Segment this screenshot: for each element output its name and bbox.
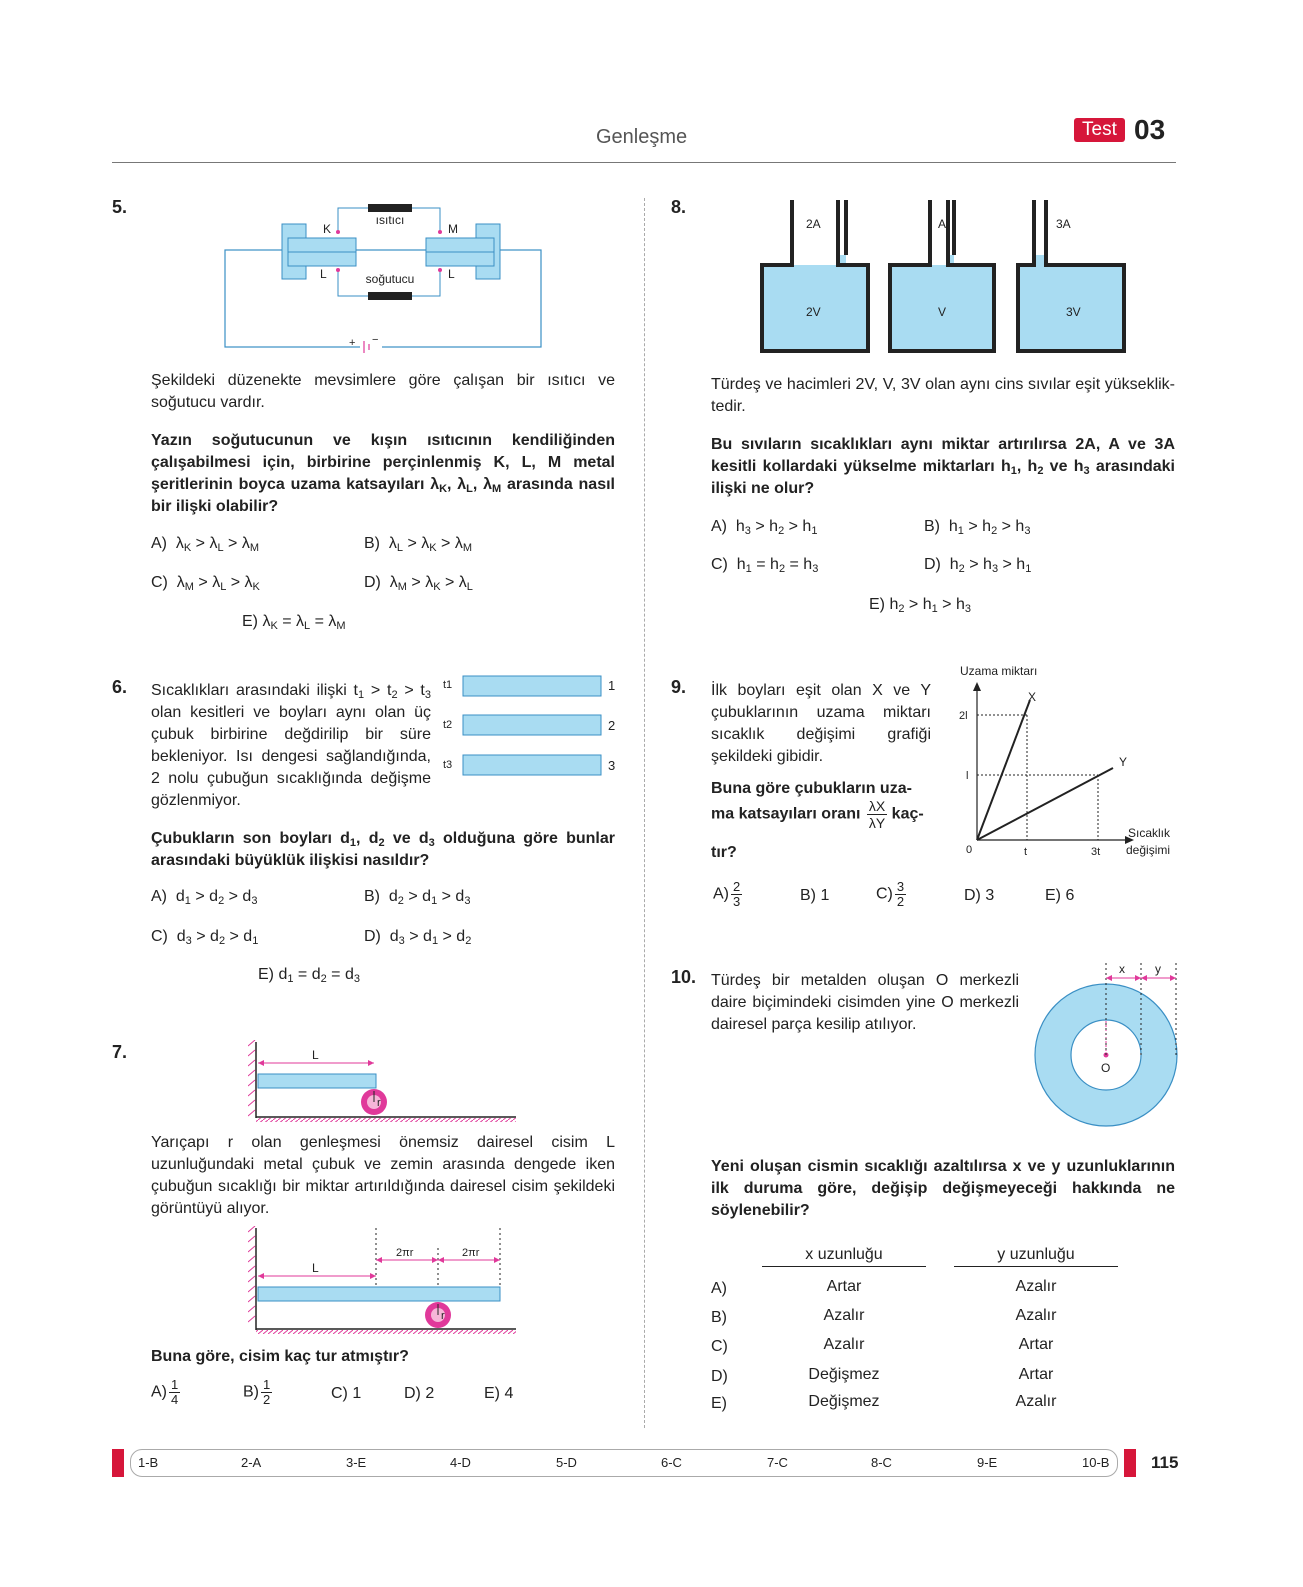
q9-ratio-fraction — [867, 798, 887, 831]
q9-option-c-label: C) — [876, 885, 893, 903]
q5-plus-label: + — [349, 337, 356, 349]
answer-9: 9-E — [977, 1455, 998, 1470]
q9-line-x — [977, 700, 1030, 840]
q10-option-e-label: E) — [711, 1395, 727, 1412]
q9-option-d[interactable]: D) 3 — [964, 887, 995, 904]
q9-origin-label: 0 — [966, 844, 973, 856]
question-number-9: 9. — [671, 677, 687, 697]
q10-option-e-x: Değişmez — [808, 1393, 880, 1410]
answer-7: 7-C — [767, 1455, 788, 1470]
q5-text: Şekildeki düzenekte mevsimlere göre çalışan bir ısıtıcı ve soğutucu vardır. — [151, 372, 615, 411]
q8-option-b[interactable]: B) $h_1 > h_2 > h_3$ — [924, 518, 1031, 537]
q7-option-b-fraction — [261, 1378, 272, 1407]
q5-option-c[interactable]: C) $\lambda_M > \lambda_L > \lambda_K$ — [151, 574, 260, 593]
q10-option-b-x: Azalır — [823, 1307, 865, 1324]
q9-option-c[interactable] — [876, 880, 906, 909]
q10-y-label: y — [1155, 962, 1161, 976]
q9-series-y-label: Y — [1119, 755, 1128, 769]
fraction-denominator: 2 — [263, 1392, 271, 1407]
q5-option-d[interactable]: D) $\lambda_M > \lambda_K > \lambda_L$ — [364, 574, 473, 593]
column-divider — [644, 198, 645, 1428]
q10-option-a-x: Artar — [826, 1278, 862, 1295]
q7-fig2-r-label: r — [441, 1310, 445, 1322]
q5-l2-label: L — [448, 267, 455, 281]
q10-option-c-label: C) — [711, 1338, 728, 1355]
q7-option-a[interactable] — [151, 1378, 180, 1407]
q7-option-a-label: A) — [151, 1383, 167, 1401]
fraction-numerator: 1 — [171, 1377, 179, 1392]
q5-option-e[interactable]: E) $\lambda_K = \lambda_L = \lambda_M$ — [242, 613, 346, 632]
q5-sogutucu-label: soğutucu — [365, 272, 415, 286]
q8-option-d[interactable]: D) $h_2 > h_3 > h_1$ — [924, 556, 1032, 575]
fraction-numerator: 1 — [263, 1377, 271, 1392]
q10-col-y-header: y uzunluğu — [954, 1246, 1118, 1267]
q6-r1-label: 1 — [608, 678, 616, 693]
question-number-7: 7. — [112, 1042, 128, 1062]
q7-figure-initial — [248, 1040, 520, 1124]
q5-m-label: M — [448, 222, 458, 236]
q7-fig2-2pir-label-2: 2πr — [462, 1247, 480, 1259]
q10-col-x-header: x uzunluğu — [762, 1246, 926, 1267]
q9-line-y — [977, 768, 1113, 840]
q8-3a-label: 3A — [1056, 217, 1071, 231]
q9-question-text: ma katsayıları oranı — [711, 805, 861, 823]
q10-x-label: x — [1119, 962, 1125, 976]
q8-v-label: V — [938, 305, 947, 319]
fraction-denominator: 4 — [171, 1392, 179, 1407]
q5-question: Yazın soğutucunun ve kışın ısıtıcının kendiliğinden çalışabilmesi için, birbirine perçinlenmiş K, L, M metal şeritlerinin boyca uzama katsayıları $\lambda_K$, $\lambda_L$, $\lambda_M$ arasında nasıl bir ilişki olabilir? — [151, 432, 615, 515]
fraction-numerator: λX — [868, 798, 886, 814]
q8-3v-label: 3V — [1066, 305, 1081, 319]
q10-option-a[interactable] — [711, 1278, 1131, 1302]
q6-option-a[interactable]: A) $d_1 > d_2 > d_3$ — [151, 888, 258, 907]
q5-l1-label: L — [320, 267, 327, 281]
q10-question: Yeni oluşan cismin sıcaklığı azaltılırsa x ve y uzunluklarının ilk duruma göre, değişip değişmeyeceği hakkında ne söylenebilir? — [711, 1158, 1175, 1219]
q7-option-b-label: B) — [243, 1383, 259, 1401]
q8-question: Bu sıvıların sıcaklıkları aynı miktar artırılırsa 2A, A ve 3A kesitli kollardaki yükselme miktarları $h_1$, $h_2$ ve $h_3$ arasındaki ilişki ne olur? — [711, 436, 1175, 497]
q10-option-c-y: Artar — [1018, 1336, 1054, 1353]
q6-rods-figure — [440, 672, 620, 782]
q6-text: Sıcaklıkları arasındaki ilişki $t_1 > t_2 > t_3$ olan kesitleri ve boyları aynı olan üç çubuk birbirine değdirilip bir süre bekleniyor. Isı dengesi sağlandığında, 2 nolu çubuğun sıcaklığında değişme gözlenmiyor. — [151, 682, 431, 809]
q9-series-x-label: X — [1028, 690, 1037, 704]
q5-minus-label: − — [372, 334, 379, 346]
q6-question: Çubukların son boyları $d_1$, $d_2$ ve $d_3$ olduğuna göre bunlar arasındaki büyüklük ilişkisi nasıldır? — [151, 830, 616, 869]
q10-option-e[interactable] — [711, 1393, 1131, 1417]
question-number-6: 6. — [112, 677, 128, 697]
q7-fig1-r-label: r — [377, 1097, 381, 1109]
answer-4: 4-D — [450, 1455, 471, 1470]
q5-k-label: K — [323, 222, 332, 236]
q5-option-b[interactable]: B) $\lambda_L > \lambda_K > \lambda_M$ — [364, 535, 472, 554]
q9-question-line1: Buna göre çubukların uza- — [711, 780, 912, 797]
q9-option-c-fraction — [895, 880, 906, 909]
q9-x-axis-label-1: Sıcaklık — [1128, 826, 1171, 840]
q7-question: Buna göre, cisim kaç tur atmıştır? — [151, 1348, 409, 1365]
q7-option-d[interactable]: D) 2 — [404, 1385, 435, 1402]
q6-t1-label: t1 — [443, 679, 453, 691]
q8-text: Türdeş ve hacimleri 2V, V, 3V olan aynı cins sıvılar eşit yüksekliktedir. — [711, 376, 1175, 415]
q10-option-d[interactable] — [711, 1366, 1131, 1390]
q10-option-a-y: Azalır — [1015, 1278, 1057, 1295]
question-number-10: 10. — [671, 967, 697, 987]
fraction-denominator: λY — [868, 815, 886, 831]
test-number: 03 — [1134, 114, 1166, 145]
q9-option-a[interactable] — [713, 880, 742, 909]
question-number-5: 5. — [112, 197, 128, 217]
q6-option-e[interactable]: E) $d_1 = d_2 = d_3$ — [258, 966, 360, 985]
fraction-denominator: 3 — [733, 894, 741, 909]
fraction-numerator: 3 — [896, 879, 905, 894]
answer-3: 3-E — [346, 1455, 367, 1470]
q9-text: İlk boyları eşit olan X ve Y çubuklarının uzama miktarı sıcaklık değişimi grafiği şekildeki gibidir. — [711, 682, 931, 765]
q8-2a-label: 2A — [806, 217, 821, 231]
q9-option-e[interactable]: E) 6 — [1045, 887, 1075, 904]
q8-2v-label: 2V — [806, 305, 821, 319]
q9-x-axis-label-2: değişimi — [1126, 843, 1171, 857]
q9-y-axis-label: Uzama miktarı — [960, 664, 1038, 678]
q6-t3-label: t3 — [443, 759, 453, 771]
q10-option-c-x: Azalır — [823, 1336, 865, 1353]
q7-option-b[interactable] — [243, 1378, 272, 1407]
q10-option-b-y: Azalır — [1015, 1307, 1057, 1324]
q10-o-label: O — [1101, 1061, 1111, 1075]
q6-option-c[interactable]: C) $d_3 > d_2 > d_1$ — [151, 928, 259, 947]
q10-option-d-y: Artar — [1018, 1366, 1054, 1383]
answer-6: 6-C — [661, 1455, 682, 1470]
q8-option-a[interactable]: A) $h_3 > h_2 > h_1$ — [711, 518, 818, 537]
q7-fig2-l-label: L — [312, 1261, 319, 1275]
q9-question-line3: tır? — [711, 844, 737, 861]
q9-option-a-label: A) — [713, 885, 729, 903]
test-badge: Test — [1074, 118, 1125, 142]
fraction-denominator: 2 — [896, 894, 905, 909]
answer-2: 2-A — [241, 1455, 262, 1470]
answer-key-bar — [130, 1449, 1118, 1477]
q6-option-b[interactable]: B) $d_2 > d_1 > d_3$ — [364, 888, 471, 907]
q9-y-tick-l: l — [966, 770, 969, 782]
q10-option-d-label: D) — [711, 1368, 728, 1385]
answer-5: 5-D — [556, 1455, 577, 1470]
answer-key-left-marker — [112, 1449, 124, 1477]
q9-option-a-fraction — [731, 880, 742, 909]
q8-option-c[interactable]: C) $h_1 = h_2 = h_3$ — [711, 556, 819, 575]
q7-text: Yarıçapı r olan genleşmesi önemsiz dairesel cisim L uzunluğundaki metal çubuk ve zemin arasında dengede iken çubuğun sıcaklığı bir miktar artırıldığında dairesel cisim şekildeki görüntüyü alıyor. — [151, 1134, 615, 1217]
q6-option-d[interactable]: D) $d_3 > d_1 > d_2$ — [364, 928, 472, 947]
q7-fig2-2pir-label-1: 2πr — [396, 1247, 414, 1259]
q5-option-a[interactable]: A) $\lambda_K > \lambda_L > \lambda_M$ — [151, 535, 259, 554]
q7-figure-final — [248, 1226, 520, 1338]
question-number-8: 8. — [671, 197, 687, 217]
q9-question-line2 — [711, 798, 924, 831]
q10-text: Türdeş bir metalden oluşan O merkezli daire biçimindeki cisimden yine O merkezli dairesel parça kesilip atılıyor. — [711, 972, 1019, 1033]
q5-circuit-figure — [222, 200, 546, 355]
q8-vessels-figure — [758, 198, 1130, 356]
page-header — [112, 114, 1176, 163]
answer-key-right-marker — [1124, 1449, 1136, 1477]
answer-8: 8-C — [871, 1455, 892, 1470]
q9-y-tick-2l: 2l — [959, 710, 968, 722]
q8-a-label: A — [938, 217, 947, 231]
q9-question-text-end: kaç- — [891, 805, 924, 823]
q10-option-b[interactable] — [711, 1307, 1131, 1331]
q7-option-c[interactable]: C) 1 — [331, 1385, 362, 1402]
q9-x-tick-3t: 3t — [1091, 846, 1101, 858]
q7-option-a-fraction — [169, 1378, 180, 1407]
q10-option-e-y: Azalır — [1015, 1393, 1057, 1410]
q7-option-e[interactable]: E) 4 — [484, 1385, 514, 1402]
q7-fig1-l-label: L — [312, 1048, 319, 1062]
q6-t2-label: t2 — [443, 719, 453, 731]
q10-option-d-x: Değişmez — [808, 1366, 880, 1383]
q10-option-a-label: A) — [711, 1280, 727, 1297]
q8-option-e[interactable]: E) $h_2 > h_1 > h_3$ — [869, 596, 971, 615]
page-number: 115 — [1151, 1453, 1179, 1472]
q9-option-b[interactable]: B) 1 — [800, 887, 830, 904]
q6-r3-label: 3 — [608, 758, 616, 773]
fraction-numerator: 2 — [733, 879, 741, 894]
answer-1: 1-B — [138, 1455, 159, 1470]
q9-graph — [950, 660, 1180, 860]
q10-option-c[interactable] — [711, 1336, 1131, 1360]
q9-x-tick-t: t — [1024, 846, 1028, 858]
answer-10: 10-B — [1082, 1455, 1110, 1470]
q10-option-b-label: B) — [711, 1309, 727, 1326]
q5-isitici-label: ısıtıcı — [375, 213, 405, 227]
q10-ring-figure — [1030, 960, 1180, 1135]
q6-r2-label: 2 — [608, 718, 616, 733]
page-title: Genleşme — [596, 126, 688, 148]
